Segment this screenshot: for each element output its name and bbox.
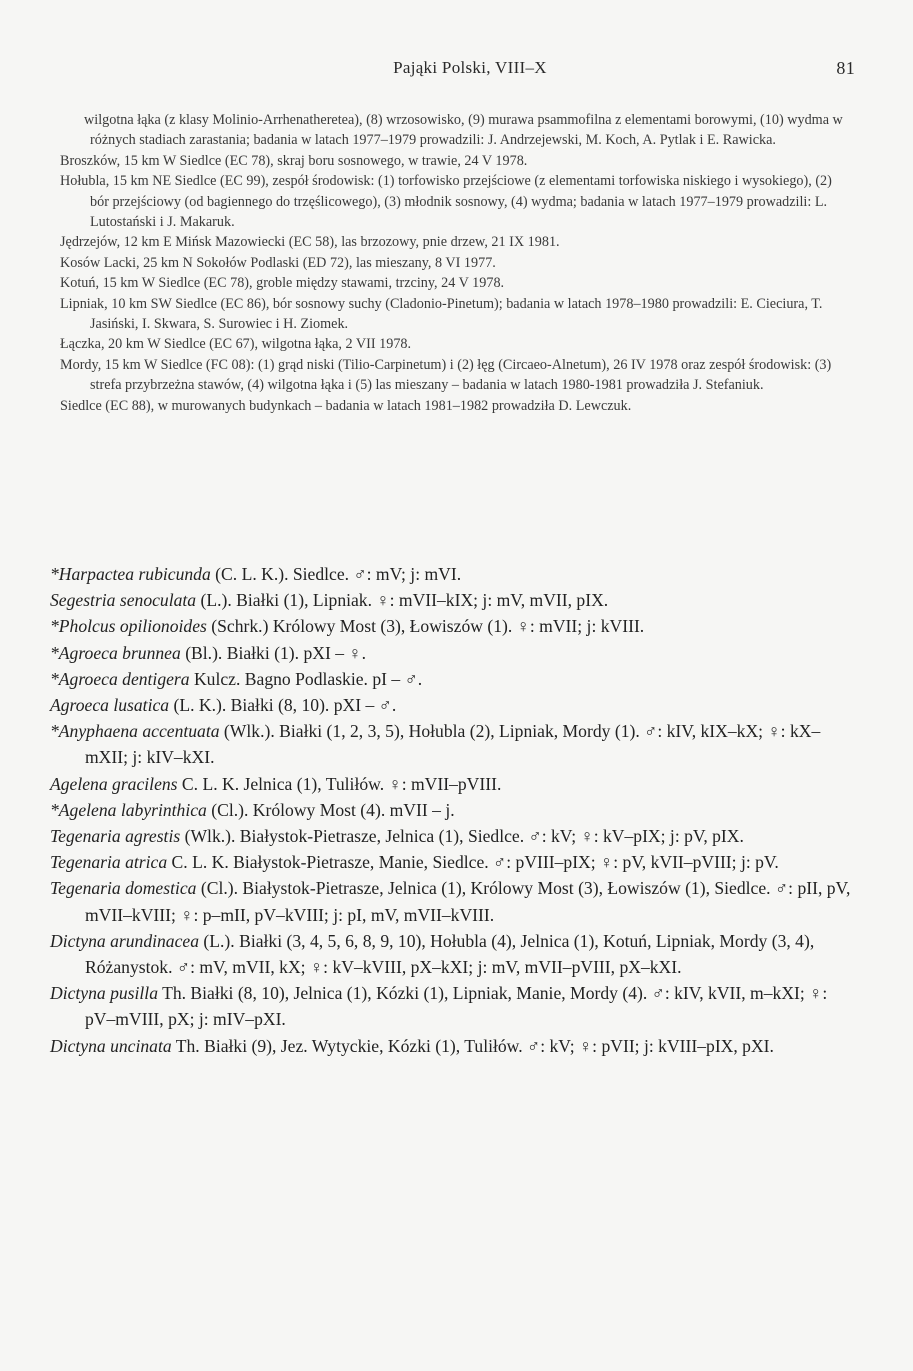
- species-name: *Anyphaena accentuata: [50, 721, 220, 742]
- species-records: (Schrk.) Królowy Most (3), Łowiszów (1). ♀: mVII; j: kVIII.: [206, 616, 645, 637]
- running-title: Pająki Polski, VIII–X: [393, 58, 547, 77]
- locality-entry: Siedlce (EC 88), w murowanych budynkach – badania w latach 1981–1982 prowadziła D. Lewczuk.: [60, 397, 632, 414]
- species-name: Agroeca lusatica: [50, 695, 170, 716]
- locality-entry: Kotuń, 15 km W Siedlce (EC 78), groble między stawami, trzciny, 24 V 1978.: [60, 275, 505, 292]
- species-records: C. L. K. Białystok-Pietrasze, Manie, Siedlce. ♂: pVIII–pIX; ♀: pV, kVII–pVIII; j: pV.: [167, 852, 779, 873]
- species-name: Tegenaria agrestis: [50, 826, 181, 847]
- species-entry: [50, 980, 853, 1032]
- locality-entry: Lipniak, 10 km SW Siedlce (EC 86), bór sosnowy suchy (Cladonio-Pinetum); badania w latach 1978–1980 prowadzili: E. Cieciura, T. Jasiński, I. Skwara, S. Surowiec i H. Ziomek.: [60, 295, 823, 333]
- species-name: Segestria senoculata: [50, 590, 197, 611]
- species-name: *Harpactea rubicunda: [50, 564, 211, 584]
- species-entry: [50, 797, 853, 823]
- species-entry: [50, 823, 853, 849]
- species-records: Th. Białki (8, 10), Jelnica (1), Kózki (1), Lipniak, Manie, Mordy (4). ♂: kIV, kVII, m–kXI; ♀: pV–mVIII, pX; j: mIV–pXI.: [85, 983, 828, 1030]
- species-records: (L.). Białki (1), Lipniak. ♀: mVII–kIX; j: mV, mVII, pIX.: [196, 590, 609, 611]
- species-entry: [50, 613, 853, 639]
- locality-entry: Mordy, 15 km W Siedlce (FC 08): (1) grąd niski (Tilio-Carpinetum) i (2) łęg (Circaeo-Alnetum), 26 IV 1978 oraz zespół środowisk: (3) strefa przybrzeżna stawów, (4) wilgotna łąka i (5) las mieszany – badania w latach 1980-1981 prowadziła J. Stefaniuk.: [60, 356, 832, 394]
- species-entry: [50, 849, 853, 875]
- species-records: C. L. K. Jelnica (1), Tuliłów. ♀: mVII–pVIII.: [177, 773, 502, 794]
- species-records: (Wlk.). Białystok-Pietrasze, Jelnica (1), Siedlce. ♂: kV; ♀: kV–pIX; j: pV, pIX.: [180, 826, 744, 847]
- species-name: Tegenaria domestica: [50, 878, 197, 899]
- species-entry: [50, 875, 853, 927]
- species-name: *Agelena labyrinthica: [50, 799, 207, 820]
- locality-entry: Kosów Lacki, 25 km N Sokołów Podlaski (ED 72), las mieszany, 8 VI 1977.: [60, 254, 496, 271]
- species-entry: [50, 1033, 853, 1059]
- species-entry: [50, 587, 853, 613]
- species-entry: [50, 771, 853, 797]
- page-header: [85, 58, 855, 82]
- species-name: *Agroeca dentigera: [50, 668, 190, 689]
- species-records: Th. Białki (9), Jez. Wytyckie, Kózki (1), Tuliłów. ♂: kV; ♀: pVII; j: kVIII–pIX, pXI.: [171, 1035, 774, 1056]
- page-number: 81: [836, 58, 855, 78]
- species-records: (C. L. K.). Siedlce. ♂: mV; j: mVI.: [210, 564, 462, 584]
- species-entry: [50, 666, 853, 692]
- species-records: (Cl.). Białystok-Pietrasze, Jelnica (1), Królowy Most (3), Łowiszów (1), Siedlce. ♂: pII, pV, mVII–kVIII; ♀: p–mII, pV–kVIII; j: pI, mV, mVII–kVIII.: [85, 878, 851, 925]
- species-records: (L. K.). Białki (8, 10). pXI – ♂.: [169, 695, 397, 716]
- species-entry: [50, 692, 853, 718]
- locality-entry: Hołubla, 15 km NE Siedlce (EC 99), zespół środowisk: (1) torfowisko przejściowe (z elementami torfowiska niskiego i wysokiego), (2) bór przejściowy (od bagiennego do trzęślicowego), (3) młodnik sosnowy, (4) wydma; badania w latach 1977–1979 prowadzili: L. Lutostański i J. Makaruk.: [60, 173, 832, 231]
- species-name: *Agroeca brunnea: [50, 642, 181, 663]
- species-records: (Cl.). Królowy Most (4). mVII – j.: [206, 799, 455, 820]
- species-name: Agelena gracilens: [50, 773, 178, 794]
- locality-entry: wilgotna łąka (z klasy Molinio-Arrhenatheretea), (8) wrzosowisko, (9) murawa psammofilna z elementami borowymi, (10) wydma w różnych stadiach zarastania; badania w latach 1977–1979 prowadzili: J. Andrzejewski, M. Koch, A. Pytlak i E. Rawicka.: [84, 112, 843, 149]
- species-records: (Bl.). Białki (1). pXI – ♀.: [180, 642, 366, 663]
- locality-entry: Broszków, 15 km W Siedlce (EC 78), skraj boru sosnowego, w trawie, 24 V 1978.: [60, 152, 528, 169]
- species-entry: [50, 640, 853, 666]
- locality-list: [60, 110, 852, 416]
- locality-entry: Łączka, 20 km W Siedlce (EC 67), wilgotna łąka, 2 VII 1978.: [60, 336, 412, 353]
- locality-entry: Jędrzejów, 12 km E Mińsk Mazowiecki (EC 58), las brzozowy, pnie drzew, 21 IX 1981.: [60, 234, 560, 251]
- species-entry: [50, 561, 853, 587]
- species-name: Tegenaria atrica: [50, 852, 168, 873]
- species-entry: [50, 718, 853, 770]
- species-name: Dictyna uncinata: [50, 1035, 172, 1056]
- species-records: (L.). Białki (3, 4, 5, 6, 8, 9, 10), Hołubla (4), Jelnica (1), Kotuń, Lipniak, Mordy (3, 4), Różanystok. ♂: mV, mVII, kX; ♀: kV–kVIII, pX–kXI; j: mV, mVII–pVIII, pX–kXI.: [85, 930, 815, 978]
- species-records: Kulcz. Bagno Podlaskie. pI – ♂.: [189, 668, 423, 689]
- species-name: Dictyna pusilla: [50, 983, 158, 1004]
- species-records: (Wlk.). Białki (1, 2, 3, 5), Hołubla (2), Lipniak, Mordy (1). ♂: kIV, kIX–kX; ♀: kX–mXII; j: kIV–kXI.: [85, 721, 821, 768]
- species-entry: [50, 928, 853, 980]
- species-list: [50, 561, 853, 1059]
- species-name: *Pholcus opilionoides: [50, 616, 207, 637]
- species-name: Dictyna arundinacea: [50, 930, 200, 951]
